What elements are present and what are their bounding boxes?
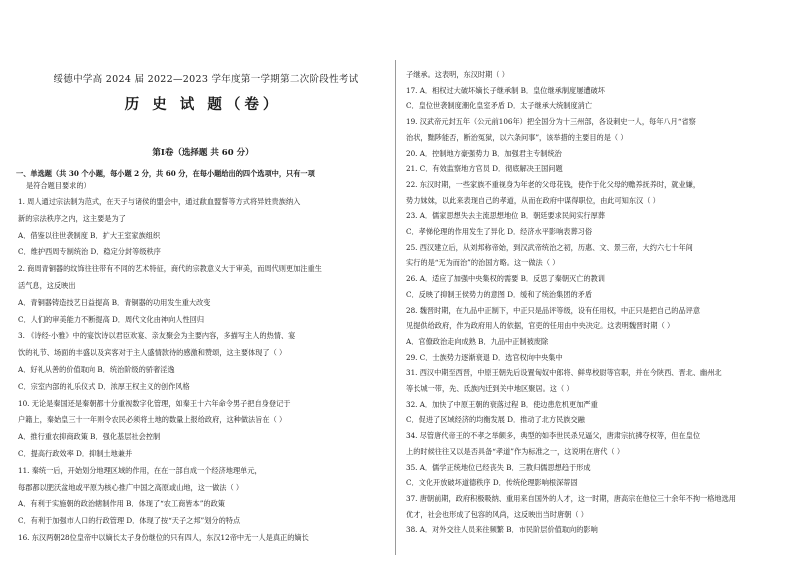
- volume-title: 第Ⅰ卷（选择题 共 60 分）: [152, 148, 254, 158]
- question-line: 32. A．加快了中原王朝的衰落过程 B．使边患危机更加严重: [406, 399, 598, 409]
- question-line: 子继承。这表明，东汉时期（ ）: [406, 70, 509, 79]
- question-line: 19. 汉武帝元封五年（公元前106年）把全国分为十三州部，各设刺史一人，每年八月“省察: [406, 117, 696, 127]
- question-line: 17. A．相权过大破坏嫡长子继承制 B．皇位继承制度屡遭破坏: [406, 85, 605, 95]
- question-line: 25. 西汉建立后，从刘邦称帝始，到汉武帝统治之初，历惠、文、景三帝，大约六七十年间: [406, 242, 693, 252]
- subject-title: 历 史 试 题（卷）: [124, 96, 282, 113]
- question-line: 优才，社会也形成了包容的风尚，这反映出当时唐朝（ ）: [406, 509, 588, 519]
- question-line: 2. 商周青铜器的纹饰往往带有不同的艺术特征，商代的宗教意义大于审美，而周代则更加注重生: [18, 264, 322, 274]
- school-exam-line: 绥德中学高 2024 届 2022—2023 学年度第一学期第二次阶段性考试: [53, 74, 359, 85]
- question-line: 治状，黜陟能否，断治冤狱，以六条问事”，该举措的主要目的是（ ）: [406, 132, 628, 142]
- question-line: 1. 周人通过宗法制为范式，在天子与诸侯的盟会中，通过歃血盟誓等方式将异姓贵族纳入: [18, 197, 301, 206]
- question-line: A．好礼从善的价值取向 B．统治阶级的骄奢淫逸: [18, 365, 175, 374]
- question-line: A．青铜器铸造技艺日益提高 B．青铜器的功用发生重大改变: [18, 297, 211, 307]
- question-line: C．文化开放破坏道德秩序 D．传统伦理影响根深蒂固: [406, 478, 578, 488]
- question-line: 38. A．对外交往人员来往频繁 B．市民阶层价值取向的影响: [406, 525, 598, 535]
- question-line: C．宗室内部的礼乐仪式 D．浓厚王权主义的创作风格: [18, 381, 190, 391]
- question-line: 上的时候往往又以是否具备“孝道”作为标准之一，这说明在唐代（ ）: [406, 446, 625, 456]
- question-line: 23. A．儒家思想失去主流思想地位 B．朝廷要求民间实行厚葬: [406, 211, 605, 221]
- question-line: A．借鉴以往世袭制度 B．扩大王室家族组织: [18, 230, 161, 240]
- question-line: 势力妹妹，以此来表现自己的孝道，从而在政府中谋得职位，由此可知东汉（ ）: [406, 195, 660, 205]
- question-line: 16. 东汉两朝28位皇帝中以嫡长太子身份继位的只有四人，东汉12帝中无一人是真正的嫡长: [18, 533, 309, 542]
- question-line: C．孝悌伦理的作用发生了异化 D．经济水平影响表葬习俗: [406, 227, 593, 236]
- question-line: 21. C．有效监察地方官员 D．彻底解决王国问题: [406, 164, 563, 174]
- section-instruction-line1: 一、单选题（共 30 个小题，每小题 2 分，共 60 分，在每小题给出的四个选项中，只有一项: [16, 169, 315, 178]
- column-divider: [395, 60, 396, 555]
- question-line: 11. 秦统一后，开始划分地理区域的作用，在在一部自成一个经济地理单元，: [18, 465, 262, 475]
- question-line: 35. A．儒学正统地位已经丧失 B．三教归儒思想趋于形成: [406, 462, 591, 472]
- question-line: A．推行重农抑商政策 B．强化基层社会控制: [18, 432, 161, 442]
- question-line: C．维护西周专制统治 D．稳定分封等级秩序: [18, 247, 161, 257]
- section-instruction-line2: 是符合题目要求的）: [26, 181, 91, 190]
- question-line: 22. 东汉时期，一些家族不重视身为年老的父母花钱，使作于化父母的赡养抚养时，就业嫌，: [406, 179, 701, 189]
- question-line: 实行的是“无为而治”的治国方略。这一做法（ ）: [406, 258, 560, 268]
- question-line: A．有利于实施朝的政治辖制作用 B．体现了“农工商皆本”的政策: [18, 499, 225, 509]
- question-line: 户籍上，秦始皇三十一年则令农民必须将土地的数量上报给政府，这种做法旨在（ ）: [18, 415, 287, 425]
- question-line: 28. 魏晋时期，在九品中正制下，中正只是品评等级，设有任用权，中正只是把自己的品评意: [406, 305, 701, 315]
- question-line: C．提高行政效率 D．抑制土地兼并: [18, 449, 133, 458]
- question-line: C．有利于加强市人口的行政管理 D．体现了按“天子之邦”划分的特点: [18, 516, 241, 526]
- question-line: 29. C．士族势力逐渐衰退 D．选官权向中央集中: [406, 352, 563, 362]
- question-line: C．促进了区域经济的均衡发展 D．推动了北方民族交融: [406, 415, 585, 425]
- question-line: 见提供给政府，作为政府用人的依据，官吏的任用由中央决定。这表明魏晋时期（ ）: [406, 321, 675, 331]
- question-line: 20. A．控制地方豪强势力 B．加强君主专制统治: [406, 148, 562, 158]
- question-line: 每郡都以肥沃盆地或平原为核心推广中国之高原或山地，这一做法（ ）: [18, 482, 244, 492]
- question-line: 26. A．适应了加强中央集权的需要 B．反思了秦朝灭亡的教训: [406, 274, 605, 284]
- question-line: 新的宗法秩序之内，这主要是为了: [18, 213, 126, 223]
- question-line: 10. 无论是秦国还是秦朝都十分重视数字化管理，如秦王十六年命令男子把自身登记于: [18, 398, 291, 408]
- question-line: 等长城一带，先、氐族内迁到关中地区聚居。这（ ）: [406, 384, 574, 393]
- question-line: C．皇位世袭制度潮化皇室矛盾 D．太子继承大统制度消亡: [406, 101, 593, 111]
- question-line: 31. 西汉中期至西晋，中原王朝先后设置匈奴中郎将、鲜卑校尉等官职，并在今陕西、晋北、幽州北: [406, 368, 722, 378]
- question-line: 34. 尽管唐代帝王的不孝之举颇多，典型的如李世民杀兄逼父，唐肃宗抗拂夺权等，但在皇位: [406, 431, 701, 441]
- question-line: 37. 唐朝前期，政府积极吸纳、重用来自国外的人才，这一时期，唐高宗在他位三十余年不拘一格地选用: [406, 493, 736, 503]
- question-line: 饮的礼节、场面的丰盛以及宾客对于主人盛情款待的感激和赞颂，这主要体现了（ ）: [18, 348, 287, 358]
- question-line: C．反映了抑制王侯势力的意图 D．缓和了统治集团的矛盾: [406, 289, 593, 299]
- question-line: 3. 《诗经·小雅》中的宴饮诗以君臣欢宴、亲友聚会为主要内容，多描写主人的热情、宴: [18, 331, 296, 341]
- question-line: C．人们的审美能力不断提高 D．周代文化由神向人性回归: [18, 314, 205, 324]
- question-line: 活气息，这反映出: [18, 281, 76, 290]
- question-line: A．官僚政治走向成熟 B．九品中正制被废除: [406, 336, 549, 346]
